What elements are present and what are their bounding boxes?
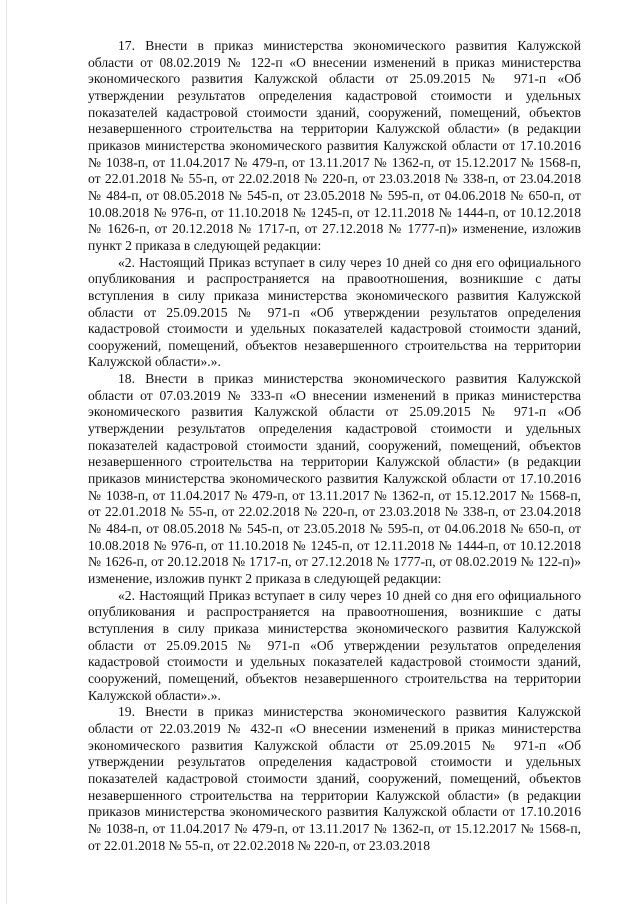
document-body <box>88 38 581 854</box>
paragraph-quote-item-17: «2. Настоящий Приказ вступает в силу через 10 дней со дня его официального опубликования и распространяется на правоотношения, возникшие с даты вступления в силу приказа министерства экономического развития Калужской области от 25.09.2015 № 971-п «Об утверждении результатов определения кадастровой стоимости и удельных показателей кадастровой стоимости зданий, сооружений, помещений, объектов незавершенного строительства на территории Калужской области».». <box>88 254 581 370</box>
paragraph-quote-item-18: «2. Настоящий Приказ вступает в силу через 10 дней со дня его официального опубликования и распространяется на правоотношения, возникшие с даты вступления в силу приказа министерства экономического развития Калужской области от 25.09.2015 № 971-п «Об утверждении результатов определения кадастровой стоимости и удельных показателей кадастровой стоимости зданий, сооружений, помещений, объектов незавершенного строительства на территории Калужской области».». <box>88 587 581 703</box>
paragraph-item-19: 19. Внести в приказ министерства экономического развития Калужской области от 22.03.2019 № 432-п «О внесении изменений в приказ министерства экономического развития Калужской области от 25.09.2015 № 971-п «Об утверждении результатов определения кадастровой стоимости и удельных показателей кадастровой стоимости зданий, сооружений, помещений, объектов незавершенного строительства на территории Калужской области» (в редакции приказов министерства экономического развития Калужской области от 17.10.2016 № 1038-п, от 11.04.2017 № 479-п, от 13.11.2017 № 1362-п, от 15.12.2017 № 1568-п, от 22.01.2018 № 55-п, от 22.02.2018 № 220-п, от 23.03.2018 <box>88 704 581 853</box>
paragraph-item-17: 17. Внести в приказ министерства экономического развития Калужской области от 08.02.2019 № 122-п «О внесении изменений в приказ министерства экономического развития Калужской области от 25.09.2015 № 971-п «Об утверждении результатов определения кадастровой стоимости и удельных показателей кадастровой стоимости зданий, сооружений, помещений, объектов незавершенного строительства на территории Калужской области» (в редакции приказов министерства экономического развития Калужской области от 17.10.2016 № 1038-п, от 11.04.2017 № 479-п, от 13.11.2017 № 1362-п, от 15.12.2017 № 1568-п, от 22.01.2018 № 55-п, от 22.02.2018 № 220-п, от 23.03.2018 № 338-п, от 23.04.2018 № 484-п, от 08.05.2018 № 545-п, от 23.05.2018 № 595-п, от 04.06.2018 № 650-п, от 10.08.2018 № 976-п, от 11.10.2018 № 1245-п, от 12.11.2018 № 1444-п, от 10.12.2018 № 1626-п, от 20.12.2018 № 1717-п, от 27.12.2018 № 1777-п)» изменение, изложив пункт 2 приказа в следующей редакции: <box>88 38 581 253</box>
paragraph-item-18: 18. Внести в приказ министерства экономического развития Калужской области от 07.03.2019 № 333-п «О внесении изменений в приказ министерства экономического развития Калужской области от 25.09.2015 № 971-п «Об утверждении результатов определения кадастровой стоимости и удельных показателей кадастровой стоимости зданий, сооружений, помещений, объектов незавершенного строительства на территории Калужской области» (в редакции приказов министерства экономического развития Калужской области от 17.10.2016 № 1038-п, от 11.04.2017 № 479-п, от 13.11.2017 № 1362-п, от 15.12.2017 № 1568-п, от 22.01.2018 № 55-п, от 22.02.2018 № 220-п, от 23.03.2018 № 338-п, от 23.04.2018 № 484-п, от 08.05.2018 № 545-п, от 23.05.2018 № 595-п, от 04.06.2018 № 650-п, от 10.08.2018 № 976-п, от 11.10.2018 № 1245-п, от 12.11.2018 № 1444-п, от 10.12.2018 № 1626-п, от 20.12.2018 № 1717-п, от 27.12.2018 № 1777-п, от 08.02.2019 № 122-п)» изменение, изложив пункт 2 приказа в следующей редакции: <box>88 371 581 586</box>
page-edge-line <box>6 0 7 904</box>
